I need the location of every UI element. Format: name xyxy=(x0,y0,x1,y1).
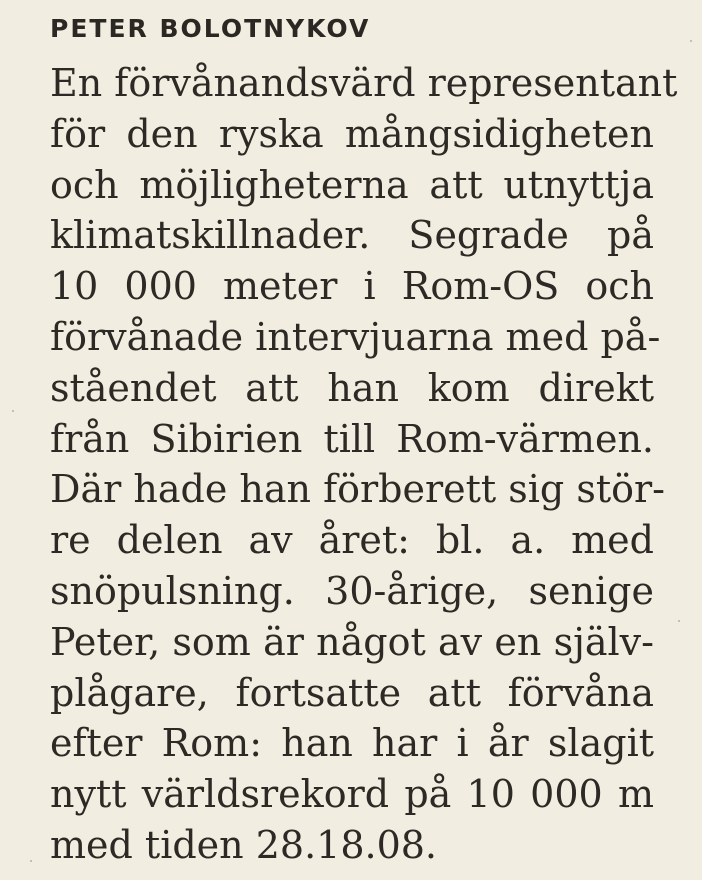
body-line: re delen av året: bl. a. med xyxy=(50,518,654,563)
body-line: snöpulsning. 30-årige, senige xyxy=(50,568,654,613)
article-heading: PETER BOLOTNYKOV xyxy=(50,14,371,43)
body-line: nytt världsrekord på 10 000 m xyxy=(50,772,654,817)
body-line: och möjligheterna att utnyttja xyxy=(50,162,654,207)
body-line: Peter, som är något av en själv- xyxy=(50,619,654,664)
body-line: förvånade intervjuarna med på- xyxy=(50,314,661,359)
body-line: från Sibirien till Rom-värmen. xyxy=(50,416,654,461)
body-line: för den ryska mångsidigheten xyxy=(50,111,654,156)
body-line: klimatskillnader. Segrade på xyxy=(50,213,654,258)
article-body xyxy=(50,58,678,871)
body-line: En förvånandsvärd representant xyxy=(50,61,678,105)
paper-speck xyxy=(690,40,692,42)
body-line: Där hade han förberett sig stör- xyxy=(50,467,665,512)
body-line: 10 000 meter i Rom-OS och xyxy=(50,264,654,309)
body-line: plågare, fortsatte att förvåna xyxy=(50,670,654,715)
body-line: med tiden 28.18.08. xyxy=(50,822,438,867)
body-line: ståendet att han kom direkt xyxy=(50,365,654,410)
paper-speck xyxy=(12,410,14,412)
paper-speck xyxy=(678,620,680,622)
paper-speck xyxy=(30,860,32,862)
body-line: efter Rom: han har i år slagit xyxy=(50,721,654,766)
